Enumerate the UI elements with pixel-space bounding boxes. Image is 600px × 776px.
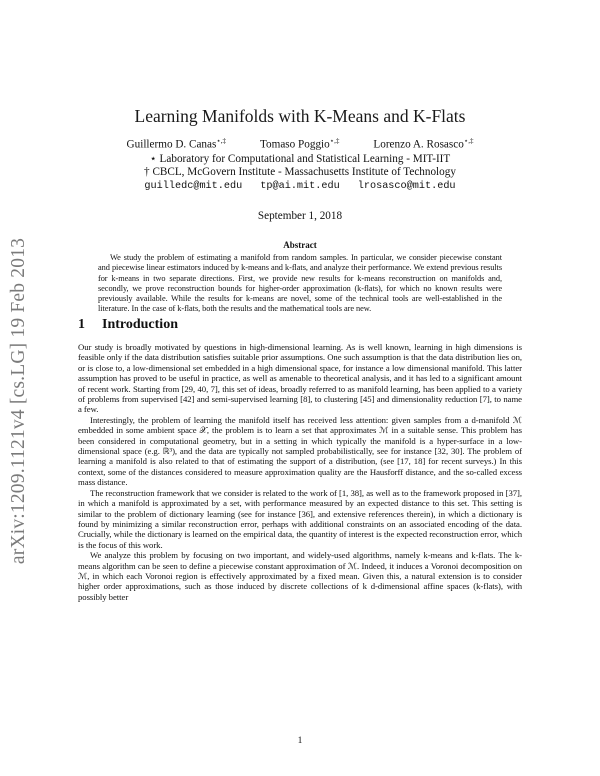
author: Guillermo D. Canas⋆,‡ — [126, 137, 226, 151]
arxiv-identifier-text: arXiv:1209.1121v4 [cs.LG] 19 Feb 2013 — [8, 237, 29, 565]
paragraph: We analyze this problem by focusing on two important, and widely-used algorithms, namely k-means and k-flats. The k-means algorithm can be seen to define a piecewise constant approximation of ℳ. Indeed, it induces a Voronoi decomposition on ℳ, in which each Voronoi region is effectively approximated by a fixed mean. Given this, a natural extension is to consider higher order approximations, such as those induced by discrete collections of k d-dimensional affine spaces (k-flats), with possibly better — [78, 550, 522, 602]
affiliation-lcsl: ⋆ Laboratory for Computational and Statistical Learning - MIT-IIT — [149, 153, 451, 165]
author: Tomaso Poggio⋆,‡ — [259, 137, 340, 151]
paper-title: Learning Manifolds with K-Means and K-Flats — [134, 106, 466, 126]
arxiv-identifier — [4, 210, 34, 592]
email: tp@ai.mit.edu — [260, 181, 340, 192]
paragraph: Interestingly, the problem of learning the manifold itself has received less attention: given samples from a d-manifold ℳ embedded in some ambient space 𝒳, the problem is to learn a set that approximates ℳ in a suitable sense. This problem has been considered in computational geometry, but in a setting in which typically the manifold is a hyper-surface in a low-dimensional space (e.g. ℝ³), and the data are typically not sampled probabilistically, see for instance [32, 30]. The problem of learning a manifold is also related to that of estimating the support of a distribution, (see [17, 18] for recent surveys.) In this context, some of the distances considered to measure approximation quality are the Hausforff distance, and the so-called excess mass distance. — [78, 414, 522, 488]
email-list — [78, 181, 522, 192]
email: guilledc@mit.edu — [144, 181, 243, 192]
email: lrosasco@mit.edu — [357, 181, 456, 192]
paragraph: Our study is broadly motivated by questions in high-dimensional learning. As is well known, learning in high dimensions is feasible only if the data distribution satisfies suitable prior assumptions. One such assumption is that the data distribution lies on, or is close to, a low-dimensional set embedded in a high dimensional space, for instance a low dimensional manifold. This latter assumption has proved to be useful in practice, as well as amenable to theoretical analysis, and it has led to a significant amount of recent work. Starting from [29, 40, 7], this set of ideas, broadly referred to as manifold learning, has been applied to a variety of problems from supervised [42] and semi-supervised learning [8], to clustering [45] and dimensionality reduction [7], to name a few. — [78, 342, 522, 415]
body-text — [78, 342, 522, 602]
section-title: Introduction — [102, 317, 178, 332]
paper-date: September 1, 2018 — [257, 210, 343, 222]
author: Lorenzo A. Rosasco⋆,‡ — [373, 137, 474, 151]
abstract-text: We study the problem of estimating a manifold from random samples. In particular, we consider piecewise constant and piecewise linear estimators induced by k-means and k-flats, and analyze their performance. We extend previous results for k-means in two separate directions. First, we provide new results for k-means reconstruction on manifolds and, secondly, we prove reconstruction bounds for higher-order approximation (k-flats), for which no known results were previously available. While the results for k-means are novel, some of the technical tools are well-established in the literature. In the case of k-flats, both the results and the mathematical tools are new. — [98, 253, 502, 314]
author-list — [78, 137, 522, 151]
section-heading — [78, 317, 178, 333]
affiliation-cbcl: † CBCL, McGovern Institute - Massachusetts Institute of Technology — [144, 166, 456, 178]
page-number: 1 — [297, 736, 303, 746]
abstract-heading: Abstract — [283, 240, 317, 250]
paragraph: The reconstruction framework that we consider is related to the work of [1, 38], as well as to the framework proposed in [37], in which a manifold is approximated by a set, with performance measured by an expected distance to this set. This setting is similar to the problem of dictionary learning (see for instance [36], and extensive references therein), in which a dictionary is found by minimizing a similar reconstruction error, perhaps with additional constraints on an associated encoding of the data. Crucially, while the dictionary is learned on the empirical data, the quantity of interest is the expected reconstruction error, which is the focus of this work. — [78, 487, 522, 550]
section-number: 1 — [78, 317, 85, 332]
